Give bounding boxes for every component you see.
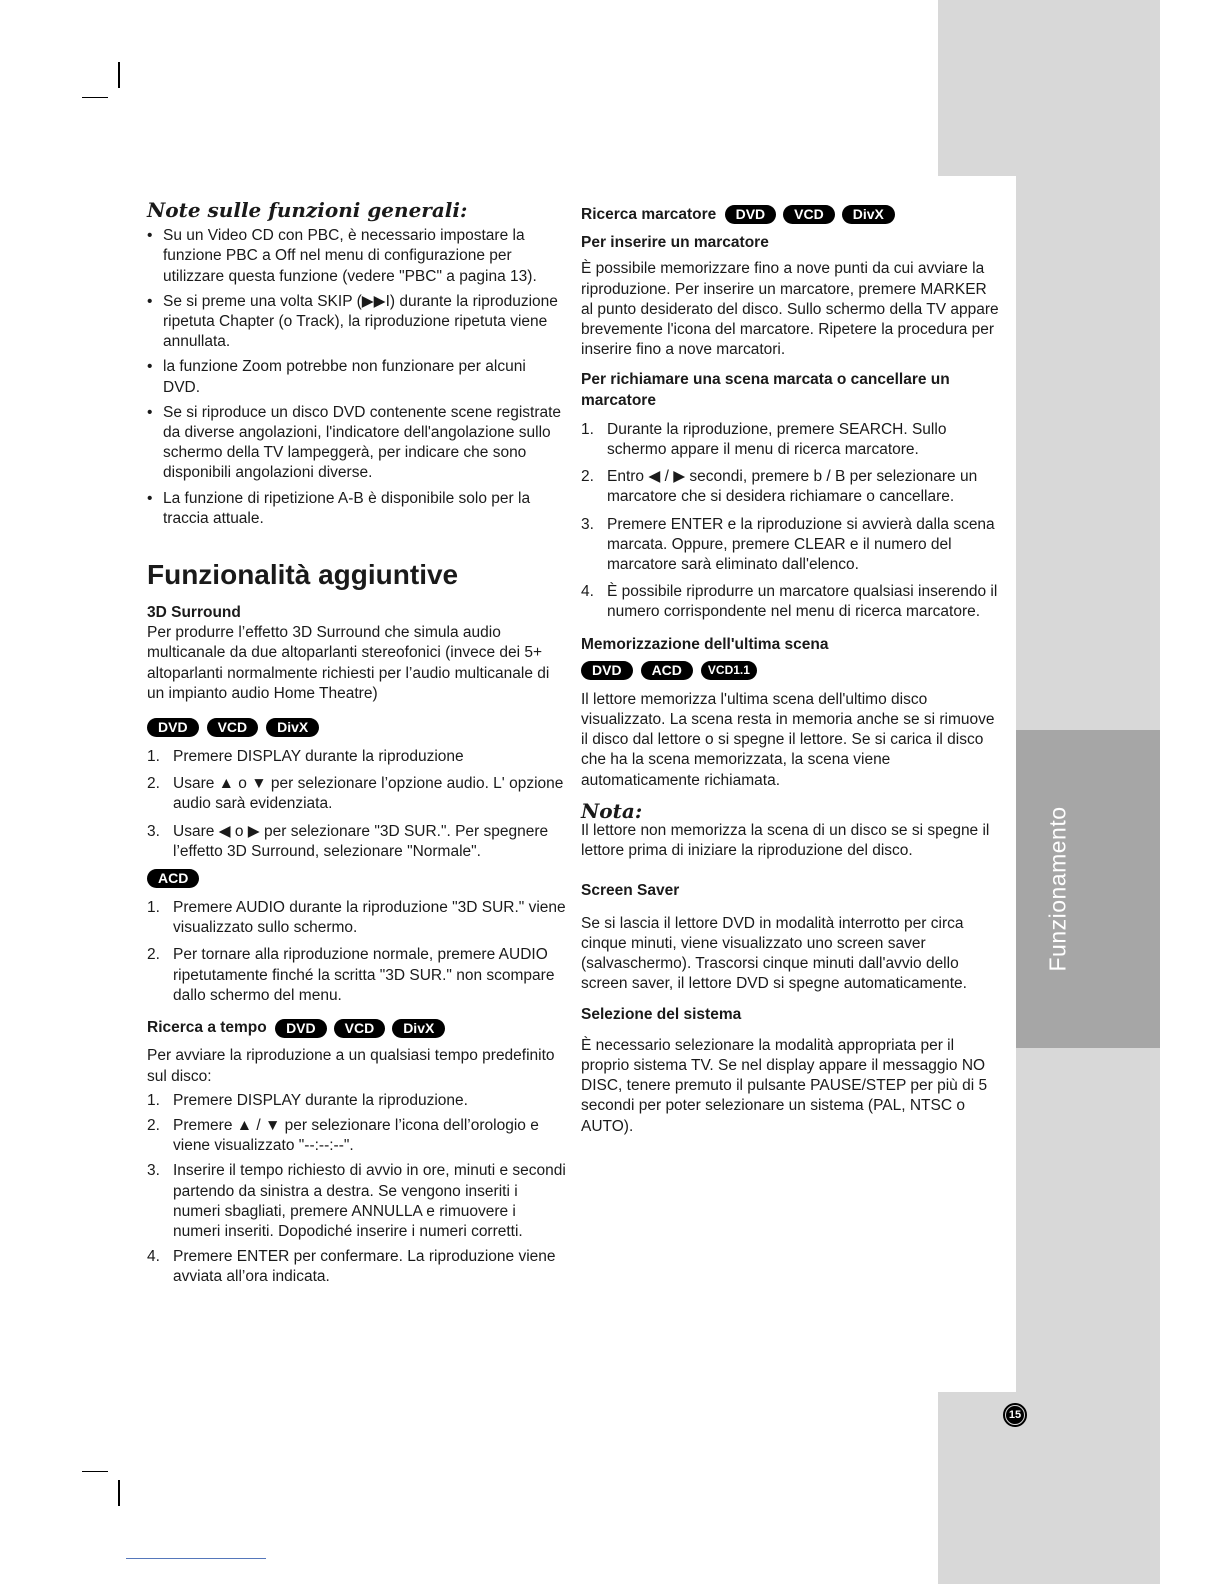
footer-rule — [126, 1558, 266, 1559]
list-item — [581, 420, 1001, 460]
step-number: 4. — [581, 583, 594, 601]
list-item: • la funzione Zoom potrebbe non funzionare per alcuni DVD. — [147, 357, 567, 397]
disc-badge: VCD — [207, 718, 259, 737]
last-scene-text: Il lettore memorizza l'ultima scena dell'ultimo disco visualizzato. La scena resta in memoria anche se si rimuove il disco dal lettore o si spegne il lettore. Se si carica il disco che ha la scena memorizzata, la scena viene automaticamente richiamata. — [581, 690, 995, 789]
step-number: 4. — [147, 1248, 160, 1266]
surround-steps — [147, 747, 567, 862]
disc-badges — [275, 1019, 445, 1038]
step-number: 3. — [147, 1162, 160, 1180]
marker-title: Ricerca marcatore — [581, 206, 717, 223]
notes-list — [147, 226, 567, 529]
list-item — [581, 467, 1001, 507]
step-text: Premere AUDIO durante la riproduzione "3D SUR." viene visualizzato sullo schermo. — [173, 899, 566, 937]
time-search-intro: Per avviare la riproduzione a un qualsiasi tempo predefinito sul disco: — [147, 1047, 555, 1085]
disc-badge: DivX — [842, 205, 895, 224]
list-item: • La funzione di ripetizione A-B è disponibile solo per la traccia attuale. — [147, 489, 567, 529]
step-text: Durante la riproduzione, premere SEARCH. Sullo schermo appare il menu di ricerca marcatore. — [607, 420, 947, 459]
left-column — [147, 200, 567, 1293]
screen-saver-heading: Screen Saver — [581, 882, 680, 900]
system-heading: Selezione del sistema — [581, 1005, 742, 1023]
list-item — [147, 822, 567, 862]
right-column — [581, 200, 1001, 1137]
marker-steps — [581, 420, 1001, 623]
step-text: È possibile riprodurre un marcatore qualsiasi inserendo il numero corrispondente nel menu di ricerca marcatore. — [607, 583, 998, 621]
surround-heading: 3D Surround — [147, 604, 241, 622]
step-number: 2. — [147, 1116, 160, 1134]
marker-heading — [581, 205, 1001, 225]
page-number: 15 — [1006, 1406, 1024, 1424]
crop-mark — [118, 1480, 120, 1506]
disc-badge: DVD — [725, 205, 777, 224]
list-item — [147, 1116, 567, 1156]
list-item: • Se si preme una volta SKIP (▶▶I) durante la riproduzione ripetuta Chapter (o Track), la riproduzione ripetuta viene annullata. — [147, 292, 567, 353]
acd-steps — [147, 898, 567, 1006]
list-item — [147, 774, 567, 814]
step-text: Per tornare alla riproduzione normale, premere AUDIO ripetutamente finché la scritta "3D SUR." non scompare dallo schermo del menu. — [173, 946, 555, 1004]
disc-badge: VCD — [334, 1019, 386, 1038]
insert-marker-text: È possibile memorizzare fino a nove punti da cui avviare la riproduzione. Per inserire un marcatore, premere MARKER al punto desiderato del disco. Sullo schermo della TV appare brevemente l'icona del marcatore. Ripetere la procedura per inserire fino a nove marcatori. — [581, 260, 999, 359]
disc-badge: DVD — [275, 1019, 327, 1038]
nota-heading: Nota: — [581, 798, 643, 823]
notes-heading: Note sulle funzioni generali: — [147, 198, 468, 222]
disc-badge: ACD — [147, 869, 199, 888]
step-number: 1. — [147, 1091, 160, 1109]
step-number: 2. — [581, 468, 594, 486]
disc-badge: DVD — [147, 718, 199, 737]
list-item: • Se si riproduce un disco DVD contenente scene registrate da diverse angolazioni, l'indicatore dell'angolazione sullo schermo della TV lampeggerà, per indicare che sono disponibili angolazioni diverse. — [147, 403, 567, 484]
time-search-title: Ricerca a tempo — [147, 1019, 267, 1037]
step-text: Premere ▲ / ▼ per selezionare l’icona dell’orologio e viene visualizzato "--:--:--". — [173, 1116, 539, 1155]
step-text: Usare ▲ o ▼ per selezionare l’opzione audio. L' opzione audio sarà evidenziata. — [173, 775, 564, 813]
step-text: Premere ENTER e la riproduzione si avvierà dalla scena marcata. Oppure, premere CLEAR e il numero del marcatore sarà eliminato dall'elenco. — [607, 515, 995, 574]
list-item — [147, 747, 567, 767]
step-text: Premere DISPLAY durante la riproduzione. — [173, 1091, 468, 1109]
step-text: Entro ◀ / ▶ secondi, premere b / B per selezionare un marcatore che si desidera richiamare o cancellare. — [607, 468, 978, 506]
disc-badges — [581, 661, 1001, 680]
disc-badges — [147, 718, 567, 737]
section-title: Funzionalità aggiuntive — [147, 559, 459, 591]
step-number: 2. — [147, 946, 160, 964]
disc-badges — [147, 869, 567, 888]
recall-marker-heading: Per richiamare una scena marcata o cancellare un marcatore — [581, 371, 950, 409]
list-item — [147, 898, 567, 938]
screen-saver-text: Se si lascia il lettore DVD in modalità interrotto per circa cinque minuti, viene visualizzato uno screen saver (salvaschermo). Trascorsi cinque minuti dall'avvio dello screen saver, il lettore DVD si spegne automaticamente. — [581, 914, 967, 993]
nota-text: Il lettore non memorizza la scena di un disco se si spegne il lettore prima di iniziare la riproduzione del disco. — [581, 822, 990, 860]
disc-badge: DivX — [392, 1019, 445, 1038]
step-text: Premere ENTER per confermare. La riproduzione viene avviata all’ora indicata. — [173, 1248, 556, 1286]
disc-badge: DivX — [266, 718, 319, 737]
surround-intro: Per produrre l’effetto 3D Surround che simula audio multicanale da due altoparlanti stereofonici (invece dei 5+ altoparlanti normalmente richiesti per l’audio multicanale di un impianto audio Home Theatre) — [147, 624, 550, 702]
list-item — [147, 1091, 567, 1111]
list-item — [581, 582, 1001, 622]
list-item — [147, 1161, 567, 1242]
step-text: Premere DISPLAY durante la riproduzione — [173, 748, 464, 766]
step-number: 1. — [147, 748, 160, 766]
step-number: 3. — [581, 515, 594, 533]
list-item — [147, 1247, 567, 1287]
section-tab — [1016, 730, 1160, 1048]
step-number: 2. — [147, 775, 160, 793]
crop-mark — [82, 1471, 108, 1472]
list-item: • Su un Video CD con PBC, è necessario impostare la funzione PBC a Off nel menu di configurazione per utilizzare questa funzione (vedere "PBC" a pagina 13). — [147, 226, 567, 287]
section-tab-label: Funzionamento — [1044, 806, 1071, 972]
step-number: 1. — [581, 420, 594, 438]
last-scene-heading: Memorizzazione dell'ultima scena — [581, 635, 829, 653]
time-search-heading — [147, 1018, 567, 1038]
system-text: È necessario selezionare la modalità appropriata per il proprio sistema TV. Se nel display appare il messaggio NO DISC, tenere premuto il pulsante PAUSE/STEP per più di 5 secondi per poter selezionare un sistema (PAL, NTSC o AUTO). — [581, 1036, 988, 1135]
time-search-steps — [147, 1091, 567, 1288]
insert-marker-heading: Per inserire un marcatore — [581, 234, 769, 252]
page-number-badge — [1003, 1403, 1027, 1427]
crop-mark — [82, 97, 108, 98]
disc-badge: VCD1.1 — [701, 661, 757, 680]
list-item — [581, 515, 1001, 576]
step-number: 1. — [147, 899, 160, 917]
crop-mark — [118, 62, 120, 88]
list-item — [147, 945, 567, 1006]
disc-badges — [725, 205, 895, 224]
disc-badge: ACD — [641, 661, 693, 680]
step-text: Inserire il tempo richiesto di avvio in ore, minuti e secondi partendo da sinistra a destra. Se vengono inseriti i numeri sbagliati, premere ANNULLA e rimuovere i numeri inseriti. Dopodiché inserire i numeri corretti. — [173, 1162, 566, 1240]
step-number: 3. — [147, 822, 160, 840]
disc-badge: DVD — [581, 661, 633, 680]
disc-badge: VCD — [783, 205, 835, 224]
step-text: Usare ◀ o ▶ per selezionare "3D SUR.". Per spegnere l’effetto 3D Surround, selezionare "Normale". — [173, 822, 549, 860]
